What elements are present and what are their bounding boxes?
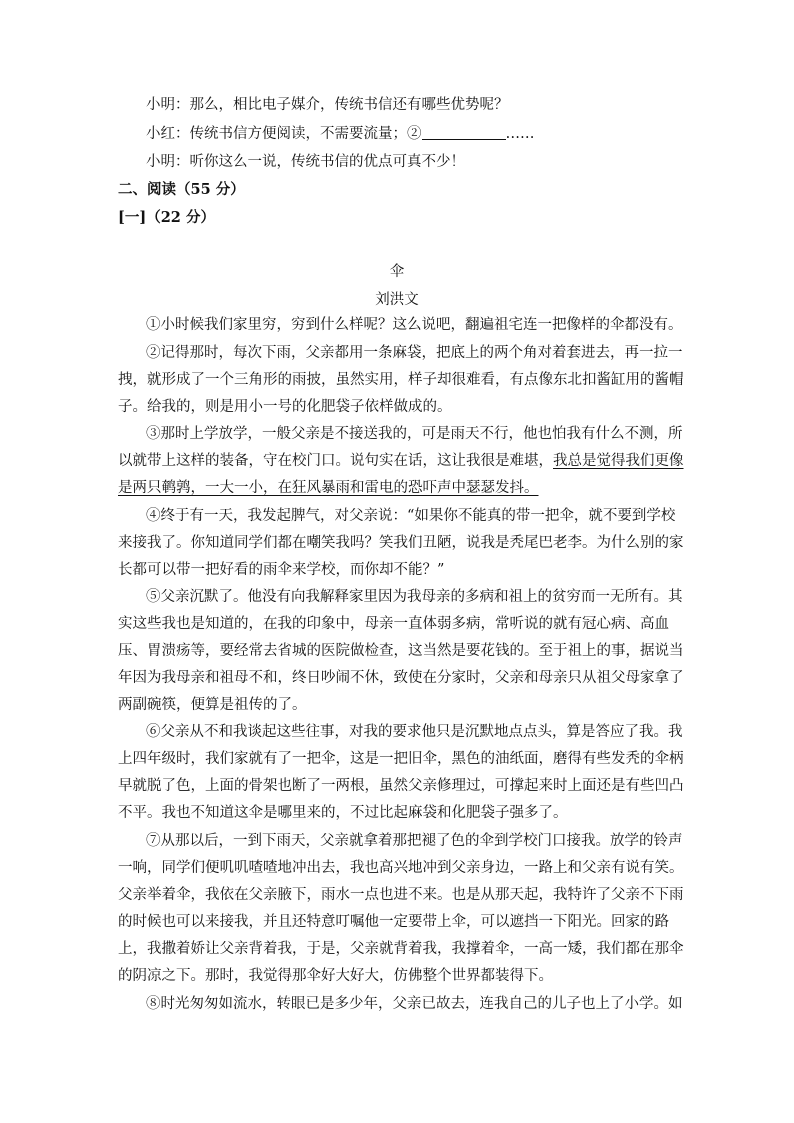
dialogue-line-2-ellipsis: …… [505,126,535,142]
paragraph-2-line: 拽，就形成了一个三角形的雨披，虽然实用，样子却很难看，有点像东北扣酱缸用的酱帽 [118,372,684,388]
section-subtitle: [一]（22 分） [118,209,215,226]
paragraph-7-line: 父亲举着伞，我依在父亲腋下，雨水一点也进不来。也是从那天起，我特许了父亲不下雨 [118,887,684,903]
paragraph-5-line: 实这些我也是知道的，在我的印象中，母亲一直体弱多病，常听说的就有冠心病、高血 [118,616,669,632]
dialogue-line-2 [146,124,535,144]
paragraph-3-line: ③那时上学放学，一般父亲是不接送我的，可是雨天不行，他也怕我有什么不测，所 [146,426,683,442]
paragraph-4-line: ④终于有一天，我发起脾气，对父亲说：“如果你不能真的带一把伞，就不要到学校 [146,508,676,524]
paragraph-2-line: ②记得那时，每次下雨，父亲都用一条麻袋，把底上的两个角对着套进去，再一拉一 [146,345,683,361]
dialogue-line-1: 小明：那么，相比电子媒介，传统书信还有哪些优势呢？ [146,97,509,113]
dialogue-line-2-text: 小红：传统书信方便阅读，不需要流量；② [146,126,422,142]
paragraph-5-line: ⑤父亲沉默了。他没有向我解释家里因为我母亲的多病和祖上的贫穷而一无所有。其 [146,589,683,605]
paragraph-8-line: ⑧时光匆匆如流水，转眼已是多少年，父亲已故去，连我自己的儿子也上了小学。如 [146,996,683,1012]
answer-blank[interactable] [422,125,506,140]
article-title: 伞 [389,264,405,280]
article-author: 刘洪文 [375,292,419,308]
paragraph-5-line: 年因为我母亲和祖母不和，终日吵闹不休，致使在分家时，父亲和母亲只从祖父母家拿了 [118,670,684,686]
paragraph-5-line: 压、胃溃疡等，要经常去省城的医院做检查，这当然是要花钱的。至于祖上的事，据说当 [118,643,684,659]
paragraph-6-line: 上四年级时，我们家就有了一把伞，这是一把旧伞，黑色的油纸面，磨得有些发秃的伞柄 [118,751,684,767]
paragraph-6-line: ⑥父亲从不和我谈起这些往事，对我的要求他只是沉默地点点头，算是答应了我。我 [146,724,683,740]
paragraph-4-line: 来接我了。你知道同学们都在嘲笑我吗？笑我们丑陋，说我是秃尾巴老李。为什么别的家 [118,535,684,551]
section-title: 二、阅读（55 分） [118,181,245,198]
paragraph-4-line: 长都可以带一把好看的雨伞来学校，而你却不能？” [118,562,445,578]
paragraph-7-line: 的阴凉之下。那时，我觉得那伞好大好大，仿佛整个世界都装得下。 [118,968,553,984]
paragraph-7-line: 一响，同学们便叽叽喳喳地冲出去，我也高兴地冲到父亲身边，一路上和父亲有说有笑。 [118,860,684,876]
paragraph-6-line: 不平。我也不知道这伞是哪里来的，不过比起麻袋和化肥袋子强多了。 [118,805,568,821]
paragraph-2-line: 子。给我的，则是用小一号的化肥袋子依样做成的。 [118,399,452,415]
underlined-sentence: 是两只鹌鹑，一大一小，在狂风暴雨和雷电的恐吓声中瑟瑟发抖。 [118,480,539,496]
paragraph-7-line: 上，我撒着娇让父亲背着我，于是，父亲就背着我，我撑着伞，一高一矮，我们都在那伞 [118,941,684,957]
paragraph-3-line [118,451,684,471]
paragraph-7-line: ⑦从那以后，一到下雨天，父亲就拿着那把褪了色的伞到学校门口接我。放学的铃声 [146,833,683,849]
paragraph-3-text: 以就带上这样的装备，守在校门口。说句实在话，这让我很是难堪， [118,453,553,469]
paragraph-5-line: 两副碗筷，便算是祖传的了。 [118,697,307,713]
paragraph-1: ①小时候我们家里穷，穷到什么样呢？这么说吧，翻遍祖宅连一把像样的伞都没有。 [146,317,683,333]
paragraph-7-line: 的时候也可以来接我，并且还特意叮嘱他一定要带上伞，可以遮挡一下阳光。回家的路 [118,914,669,930]
underlined-sentence: 我总是觉得我们更像 [553,453,684,469]
paragraph-6-line: 早就脱了色，上面的骨架也断了一两根，虽然父亲修理过，可撑起来时上面还是有些凹凸 [118,778,684,794]
dialogue-line-3: 小明：听你这么一说，传统书信的优点可真不少！ [146,154,465,170]
